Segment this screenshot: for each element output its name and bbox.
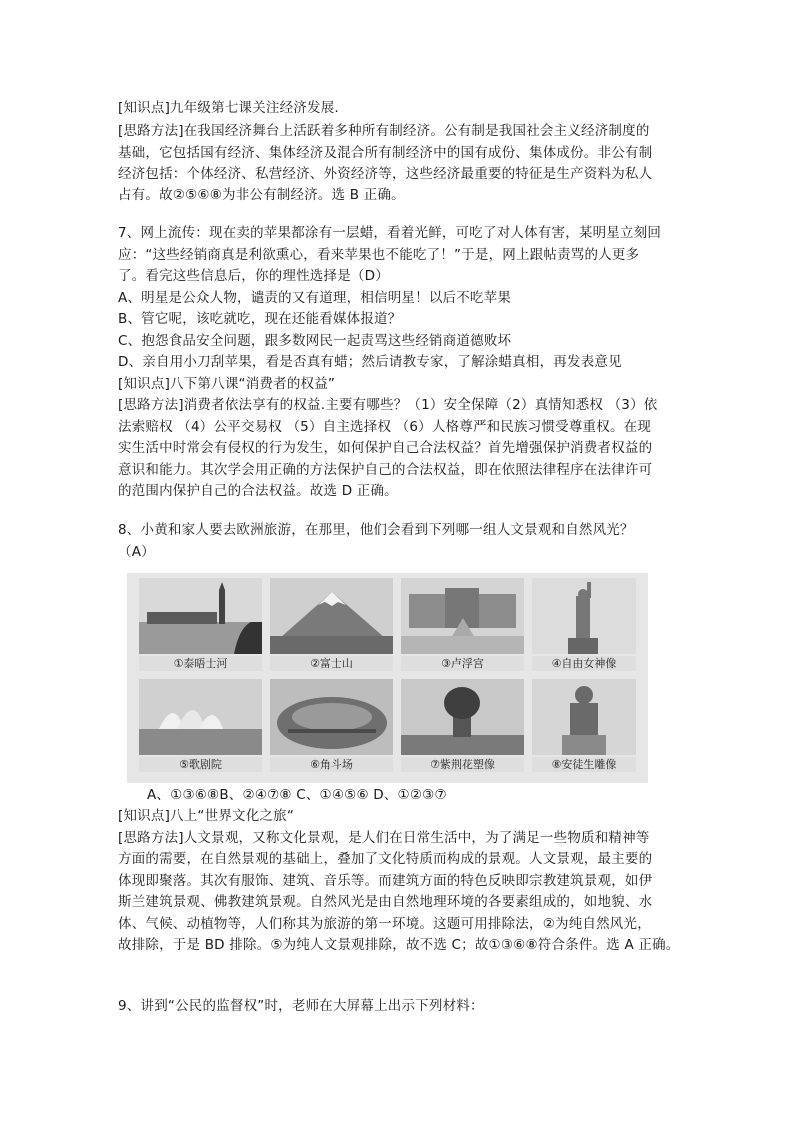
photo-fuji [270,578,393,673]
photo-colosseum [270,679,393,774]
q8-stem-line: （A） [118,544,155,560]
colosseum-photo-icon [270,679,393,755]
q7-method-line: 实生活中时常会有侵权的行为发生，如何保护自己合法权益？首先增强保护消费者权益的 [118,440,653,456]
q7-option-a: A、明星是公众人物，谴责的又有道理，相信明星！以后不吃苹果 [118,290,512,306]
q8-method-line: [思路方法]人文景观，又称文化景观，是人们在日常生活中，为了满足一些物质和精神等 [118,830,650,846]
photo-caption: ④自由女神像 [532,656,636,671]
photo-caption: ⑧安徒生雕像 [532,757,636,772]
photo-caption: ③卢浮宫 [401,656,524,671]
photo-thames [139,578,262,673]
q6-knowledge-point: [知识点]九年级第七课关注经济发展. [118,100,339,116]
q7-option-b: B、管它呢，该吃就吃，现在还能看媒体报道？ [118,311,402,327]
photo-louvre [401,578,524,673]
photo-caption: ⑦紫荆花塑像 [401,757,524,772]
photo-caption: ⑤歌剧院 [139,757,262,772]
q7-stem-line: 7、网上流传：现在卖的苹果都涂有一层蜡，看着光鲜，可吃了对人体有害，某明星立刻回 [118,225,662,241]
photo-caption: ②富士山 [270,656,393,671]
photo-bauhinia [401,679,524,774]
q8-method-line: 体、气候、动植物等，人们称其为旅游的第一环境。这题可用排除法，②为纯自然风光， [118,916,651,932]
q8-method-line: 斯兰建筑景观、佛教建筑景观。自然风光是由自然地理环境的各要素组成的，如地貌、水 [118,894,653,910]
q6-method-line: 占有。故②⑤⑥⑧为非公有制经济。选 B 正确。 [118,187,405,203]
q6-method-line: 经济包括：个体经济、私营经济、外资经济等，这些经济最重要的特征是生产资料为私人 [118,166,653,182]
q8-knowledge-point: [知识点]八上“世界文化之旅“ [118,808,295,824]
q7-method-line: [思路方法]消费者依法享有的权益.主要有哪些？（1）安全保障（2）真情知悉权 （3）依 [118,397,658,413]
q7-knowledge-point: [知识点]八下第八课“消费者的权益” [118,376,336,392]
q7-stem-line: 了。看完这些信息后，你的理性选择是（D） [118,268,389,284]
thames-river-photo-icon [139,578,262,654]
photo-andersen [532,679,636,774]
q6-method-line: [思路方法]在我国经济舞台上活跃着多种所有制经济。公有制是我国社会主义经济制度的 [118,123,650,139]
louvre-photo-icon [401,578,524,654]
q8-method-line: 方面的需要，在自然景观的基础上，叠加了文化特质而构成的景观。人文景观，最主要的 [118,851,653,867]
q8-method-line: 体现即聚落。其次有服饰、建筑、音乐等。而建筑方面的特色反映即宗教建筑景观，如伊 [118,873,653,889]
q7-stem-line: 应：“这些经销商真是利欲熏心，看来苹果也不能吃了！”于是，网上跟帖责骂的人更多 [118,247,640,263]
opera-house-photo-icon [139,679,262,755]
photo-liberty [532,578,636,673]
q7-method-line: 意识和能力。其次学会用正确的方法保护自己的合法权益，即在依照法律程序在法律许可 [118,462,653,478]
q8-options: A、①③⑥⑧B、②④⑦⑧ C、①④⑤⑥ D、①②③⑦ [147,787,447,803]
mount-fuji-photo-icon [270,578,393,654]
q7-option-d: D、亲自用小刀刮苹果，看是否真有蜡；然后请教专家，了解涂蜡真相，再发表意见 [118,354,622,370]
statue-of-liberty-photo-icon [532,578,636,654]
q7-method-line: 的范围内保护自己的合法权益。故选 D 正确。 [118,483,398,499]
photo-caption: ⑥角斗场 [270,757,393,772]
q6-method-line: 基础，它包括国有经济、集体经济及混合所有制经济中的国有成份、集体成份。非公有制 [118,145,653,161]
q8-method-line: 故排除，于是 BD 排除。⑤为纯人文景观排除，故不选 C；故①③⑥⑧符合条件。选 A 正确。 [118,937,680,953]
q7-option-c: C、抱怨食品安全问题，跟多数网民一起责骂这些经销商道德败坏 [118,333,512,349]
q9-stem: 9、讲到“公民的监督权”时，老师在大屏幕上出示下列材料： [118,998,484,1014]
q8-stem-line: 8、小黄和家人要去欧洲旅游，在那里，他们会看到下列哪一组人文景观和自然风光？ [118,522,634,538]
q7-method-line: 法索赔权 （4）公平交易权 （5）自主选择权 （6）人格尊严和民族习惯受尊重权。在现 [118,419,652,435]
bauhinia-sculpture-photo-icon [401,679,524,755]
photo-opera [139,679,262,774]
andersen-statue-photo-icon [532,679,636,755]
photo-caption: ①泰晤士河 [139,656,262,671]
landmark-photo-grid [127,573,648,783]
